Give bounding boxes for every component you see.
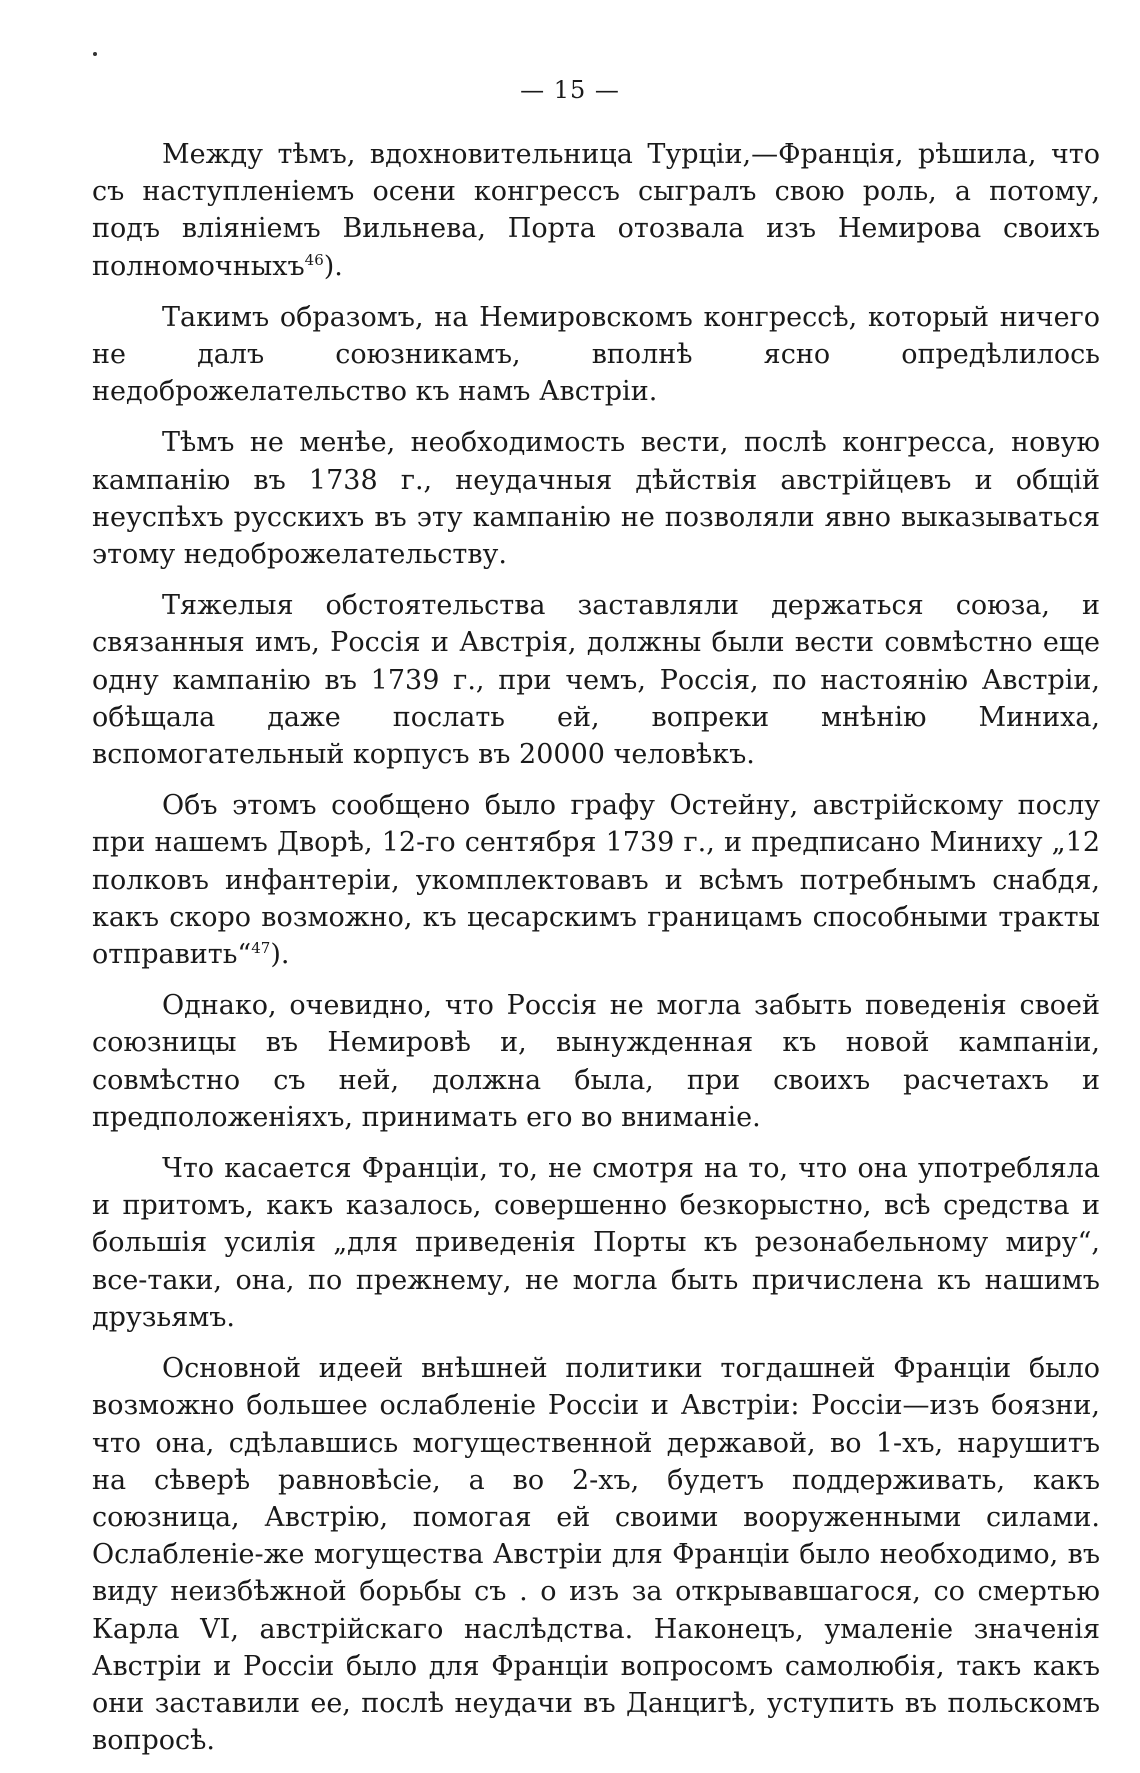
stray-mark — [93, 52, 97, 56]
paragraph-6: Однако, очевидно, что Россія не могла забыть поведенія своей союзницы въ Немировѣ и, вынужденная къ новой кампаніи, совмѣстно съ ней, должна была, при своихъ расчетахъ и предположеніяхъ, принимать его во вниманіе. — [92, 990, 1100, 1133]
paragraph-4: Тяжелыя обстоятельства заставляли держаться союза, и связанныя имъ, Россія и Австрія, должны были вести совмѣстно еще одну кампанію въ 1739 г., при чемъ, Россія, по настоянію Австріи, обѣщала даже послать ей, вопреки мнѣнію Миниха, вспомогательный корпусъ въ 20000 человѣкъ. — [92, 590, 1100, 771]
paragraph-7: Что касается Франціи, то, не смотря на то, что она употребляла и притомъ, какъ казалось, совершенно безкорыстно, всѣ средства и большія усилія „для приведенія Порты къ резонабельному миру“, все-таки, она, по прежнему, не могла быть причислена къ нашимъ друзьямъ. — [92, 1153, 1100, 1333]
paragraph-8: Основной идеей внѣшней политики тогдашней Франціи было возможно большее ослабленіе Россіи и Австріи: Россіи—изъ боязни, что она, сдѣлавшись могущественной державой, во 1-хъ, нарушитъ на сѣверѣ равновѣсіе, а во 2-хъ, будетъ поддерживать, какъ союзница, Австрію, помогая ей своими вооруженными силами. Ослабленіе-же могущества Австріи для Франціи было необходимо, въ виду неизбѣжной борьбы съ . о изъ за открывавшагося, со смертью Карла VI, австрійскаго наслѣдства. Наконецъ, умаленіе значенія Австріи и Россіи было для Франціи вопросомъ самолюбія, такъ какъ они заставили ее, послѣ неудачи въ Данцигѣ, уступить въ польскомъ вопросѣ. — [92, 1353, 1100, 1757]
text-body — [92, 136, 1100, 1773]
footnote-ref-47: 47 — [251, 939, 271, 958]
paragraph-2: Такимъ образомъ, на Немировскомъ конгрессѣ, который ничего не далъ союзникамъ, вполнѣ ясно опредѣлилось недоброжелательство къ намъ Австріи. — [92, 301, 1100, 408]
footnote-ref-46: 46 — [304, 250, 324, 269]
paragraph-3: Тѣмъ не менѣе, необходимость вести, послѣ конгресса, новую кампанію въ 1738 г., неудачныя дѣйствія австрійцевъ и общій неуспѣхъ русскихъ въ эту кампанію не позволяли явно выказываться этому недоброжелательству. — [92, 427, 1100, 571]
page-number: — 15 — — [520, 76, 620, 104]
paragraph-1: Между тѣмъ, вдохновительница Турціи,—Франція, рѣшила, что съ наступленіемъ осени конгрессъ сыгралъ свою роль, а потому, подъ вліяніемъ Вильнева, Порта отозвала изъ Немирова своихъ полномочныхъ$^{46}$). — [92, 139, 1100, 282]
paragraph-5: Объ этомъ сообщено было графу Остейну, австрійскому послу при нашемъ Дворѣ, 12-го сентября 1739 г., и предписано Миниху „12 полковъ инфантеріи, укомплектовавъ и всѣмъ потребнымъ снабдя, какъ скоро возможно, къ цесарскимъ границамъ способными тракты отправить“$^{47}$). — [92, 790, 1100, 971]
